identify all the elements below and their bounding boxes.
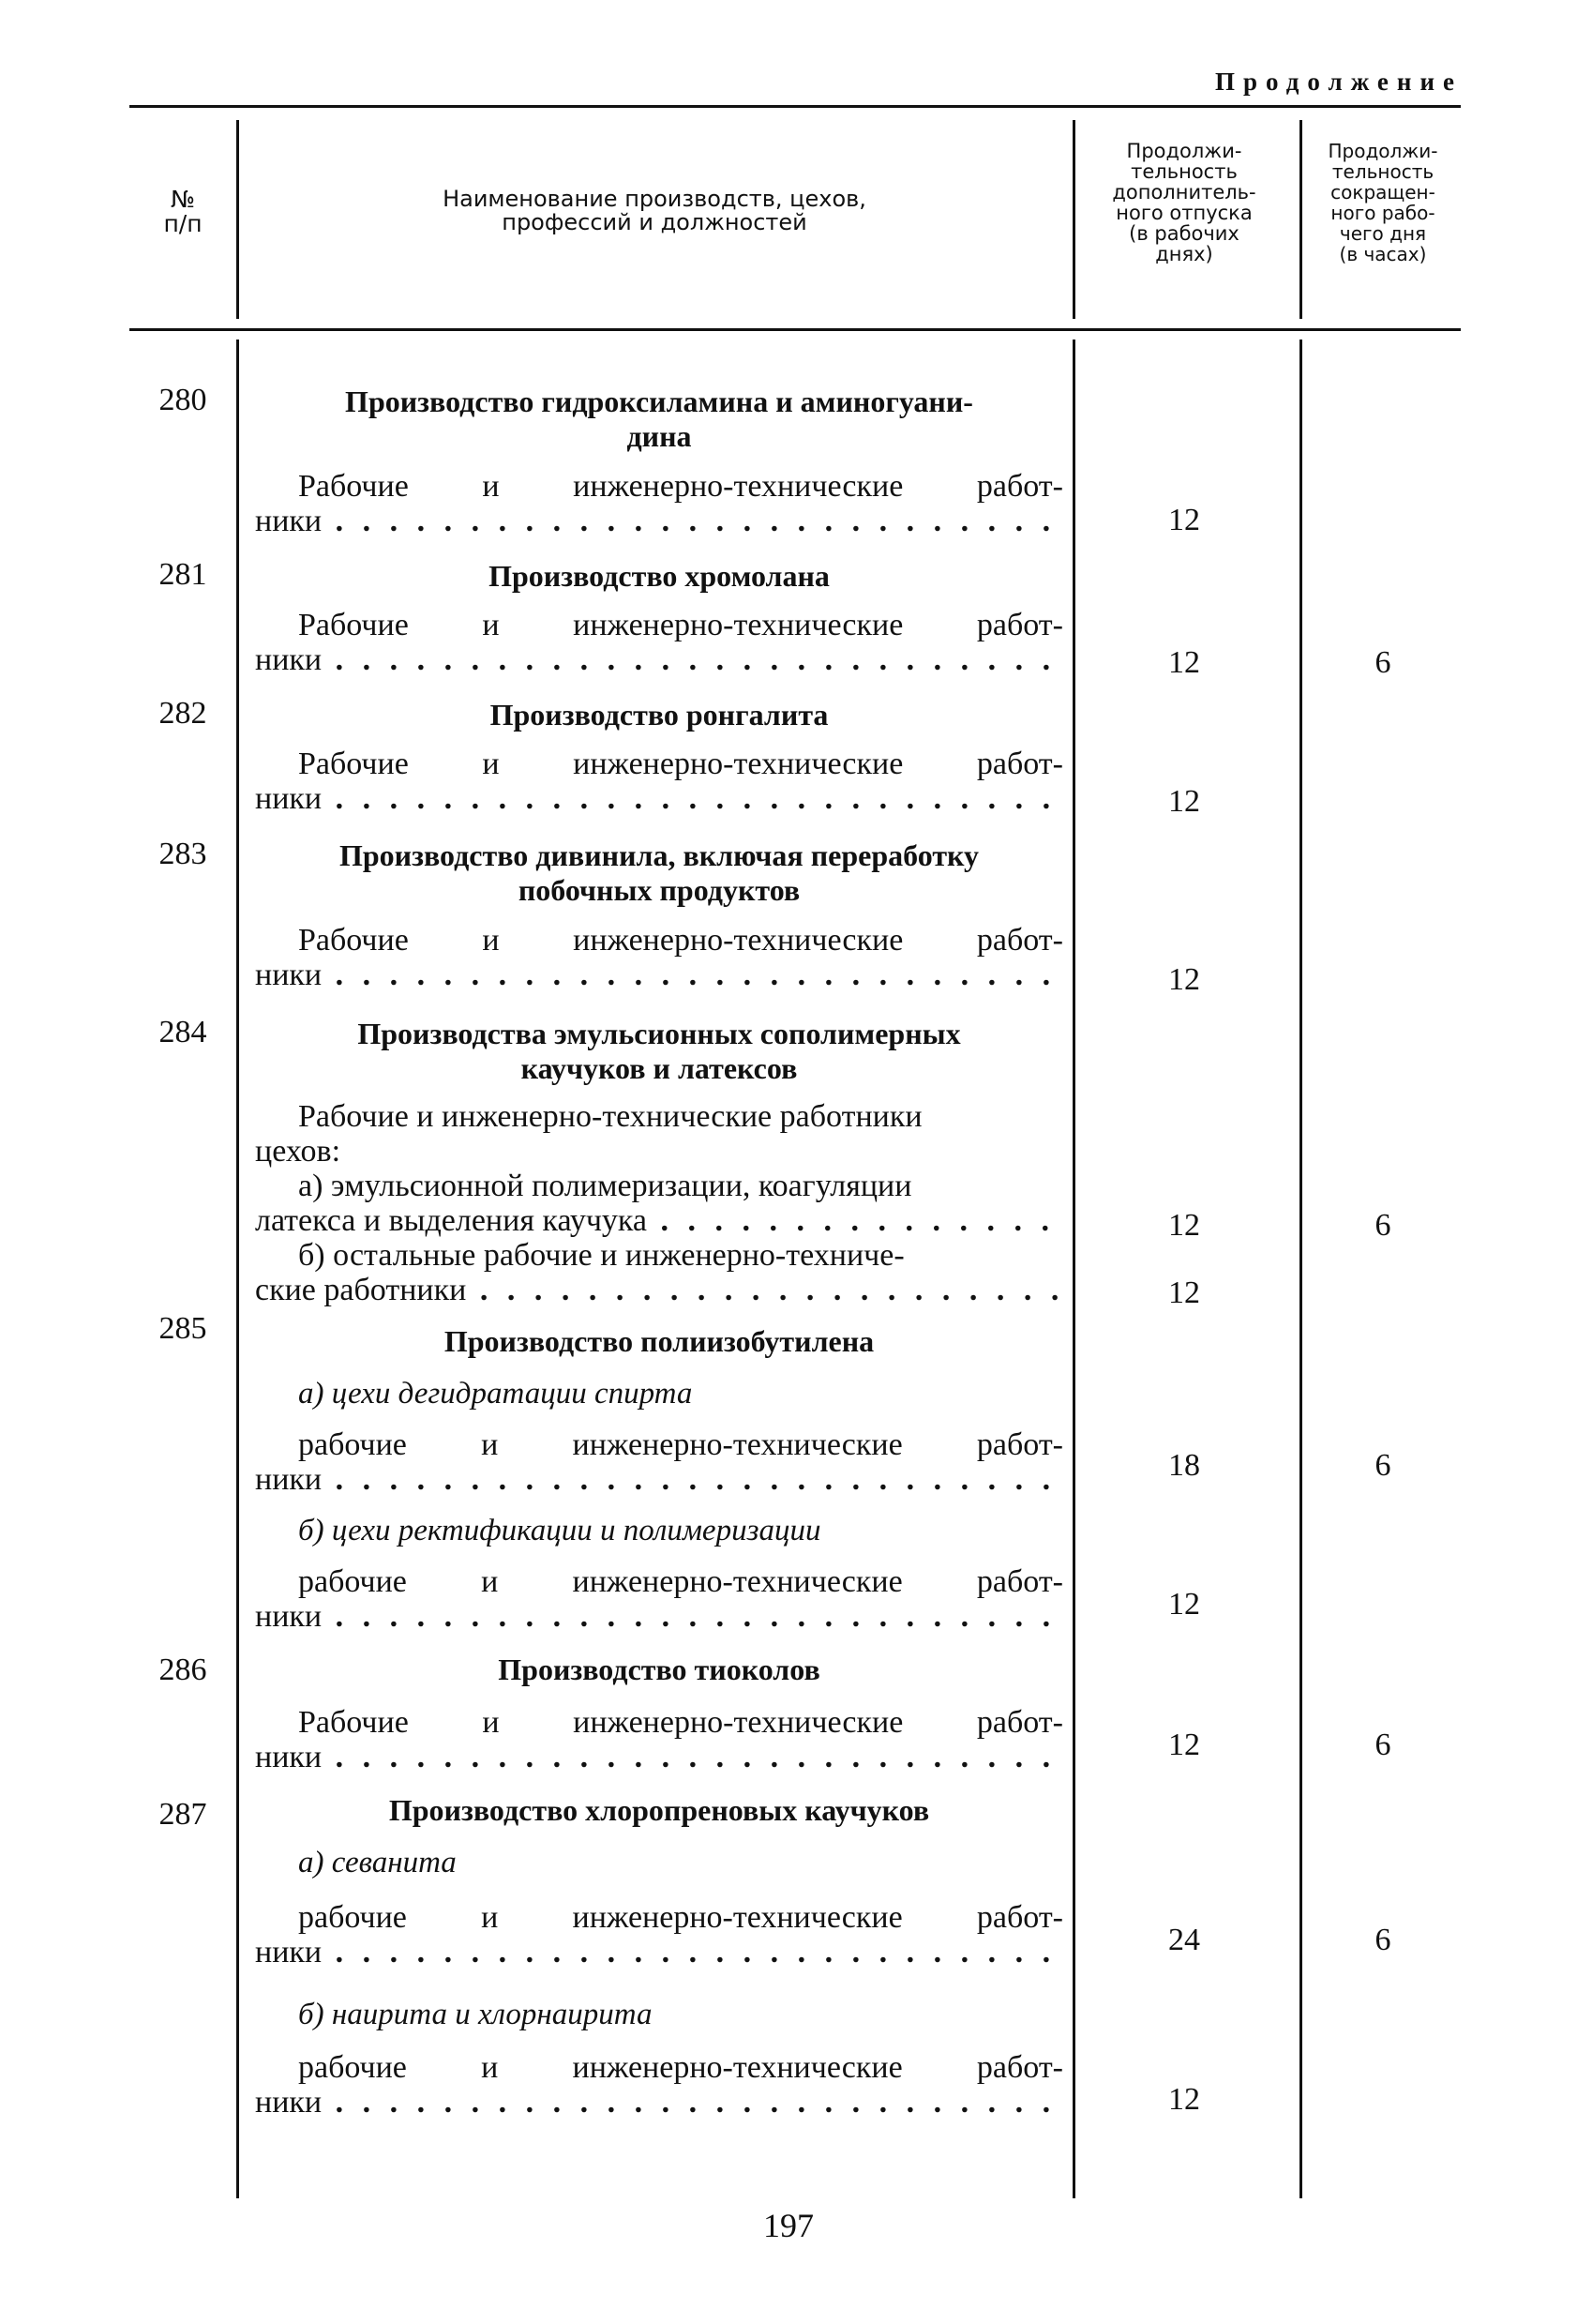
section-title: Производство ронгалита (489, 698, 829, 732)
subsection-title: б) наирита и хлорнаирита (298, 1998, 653, 2031)
header-bottom-rule (129, 328, 1461, 331)
header-divider-3 (1299, 120, 1302, 319)
workday-value: 6 (1374, 1728, 1391, 1762)
workday-value: 6 (1374, 1448, 1391, 1483)
row-number: 286 (158, 1652, 207, 1687)
header-number: № п/п (163, 186, 203, 237)
section-title: Производство гидроксиламина и аминогуани- дина (345, 385, 973, 453)
vacation-value: 12 (1168, 962, 1200, 997)
table-top-rule (129, 105, 1461, 108)
vacation-value: 12 (1168, 1275, 1200, 1310)
page-number: 197 (763, 2207, 814, 2244)
workday-value: 6 (1374, 645, 1391, 680)
body-divider-3 (1299, 340, 1302, 2198)
worker-row: рабочие и инженерно-технические работ- ники . . . (255, 1564, 1063, 1634)
row-number: 284 (158, 1015, 207, 1049)
worker-row: рабочие и инженерно-технические работ- ники . . . (255, 2050, 1063, 2120)
worker-row: Рабочие и инженерно-технические работ- ники . . . (255, 469, 1063, 538)
worker-row: рабочие и инженерно-технические работ- ники . . . (255, 1900, 1063, 1969)
vacation-value: 12 (1168, 503, 1200, 537)
section-title: Производство тиоколов (498, 1652, 820, 1686)
worker-row: Рабочие и инженерно-технические работ- ники . . . (255, 1705, 1063, 1774)
header-divider-1 (236, 120, 239, 319)
section-title: Производство хлоропреновых каучуков (388, 1793, 930, 1827)
row-number: 287 (158, 1797, 207, 1832)
row-number: 280 (158, 383, 207, 417)
section-title: Производство дивинила, включая переработку побочных продуктов (338, 838, 980, 907)
body-divider-2 (1073, 340, 1075, 2198)
row-number: 281 (158, 557, 207, 592)
subsection-title: б) цехи ректификации и полимеризации (298, 1514, 821, 1547)
worker-row: Рабочие и инженерно-технические работ- ники . . . (255, 923, 1063, 992)
vacation-value: 12 (1168, 2082, 1200, 2117)
vacation-value: 12 (1168, 784, 1200, 819)
vacation-value: 12 (1168, 645, 1200, 680)
worker-row: рабочие и инженерно-технические работ- ники . . . (255, 1427, 1063, 1497)
header-name: Наименование производств, цехов, профессий и должностей (443, 186, 866, 235)
subsection-title: а) цехи дегидратации спирта (298, 1377, 693, 1411)
header-workday: Продолжи- тельность сокращен- ного рабо- чего дня (в часах) (1328, 140, 1438, 265)
worker-row: Рабочие и инженерно-технические работ- ники . . . (255, 608, 1063, 677)
workday-value: 6 (1374, 1923, 1391, 1957)
section-title: Производство полиизобутилена (443, 1324, 875, 1358)
vacation-value: 12 (1168, 1587, 1200, 1622)
body-divider-1 (236, 340, 239, 2198)
vacation-value: 18 (1168, 1448, 1200, 1483)
row-number: 285 (158, 1311, 207, 1346)
row-number: 282 (158, 696, 207, 731)
continued-label: Продолжение (1215, 68, 1463, 96)
row-number: 283 (158, 837, 207, 871)
section-title: Производство хромолана (488, 559, 830, 593)
worker-row: Рабочие и инженерно-технические работ- ники . . . (255, 747, 1063, 816)
header-divider-2 (1073, 120, 1075, 319)
vacation-value: 12 (1168, 1208, 1200, 1243)
vacation-value: 12 (1168, 1728, 1200, 1762)
section-title: Производства эмульсионных сополимерных каучуков и латексов (357, 1017, 961, 1085)
vacation-value: 24 (1168, 1923, 1200, 1957)
header-vacation: Продолжи- тельность дополнитель- ного отпуска (в рабочих днях) (1112, 140, 1256, 265)
workday-value: 6 (1374, 1208, 1391, 1243)
worker-block: Рабочие и инженерно-технические работники цехов: а) эмульсионной полимеризации, коагуляции латекса и выделения каучука . . . б) остальные рабочие и инженерно-техниче- ские работники . . . (255, 1099, 1063, 1307)
subsection-title: а) севанита (298, 1846, 457, 1879)
